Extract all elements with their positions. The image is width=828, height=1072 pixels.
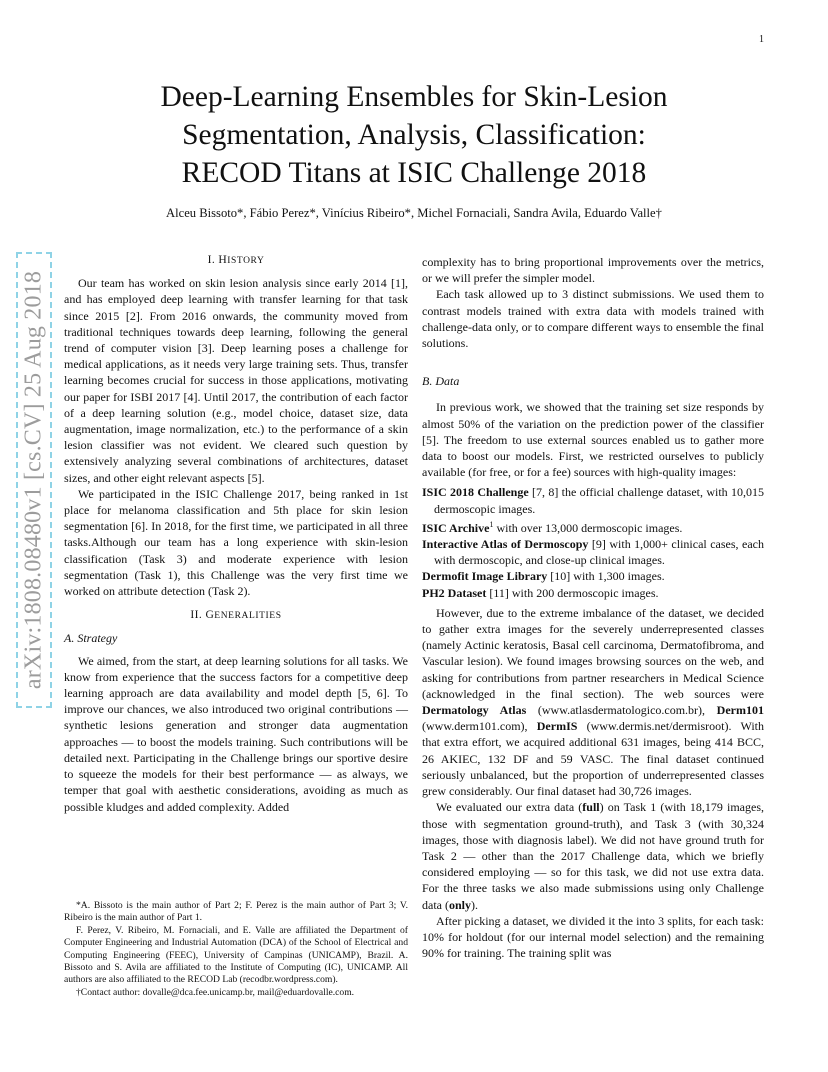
source-description: [11] with 200 dermoscopic images. xyxy=(486,585,659,600)
source-item xyxy=(422,585,764,601)
web-source-name: DermIS xyxy=(536,719,578,734)
source-name: ISIC Archive xyxy=(422,520,490,535)
left-column xyxy=(64,252,408,815)
title-line-1: Deep-Learning Ensembles for Skin-Lesion xyxy=(160,81,668,113)
source-item xyxy=(422,536,764,568)
footnotes xyxy=(64,900,408,999)
source-name: PH2 Dataset xyxy=(422,585,487,600)
web-source-url: (www.dermis.net/dermisroot). xyxy=(577,719,732,734)
source-item xyxy=(422,568,764,584)
section-heading-generalities xyxy=(64,607,408,624)
right-column xyxy=(422,254,764,961)
source-description: [7, 8] the official challenge dataset, with 10,015 dermoscopic images. xyxy=(434,485,764,516)
title-line-2: Segmentation, Analysis, Classification: xyxy=(182,119,646,151)
footnote-contact: †Contact author: dovalle@dca.fee.unicamp.br, mail@eduardovalle.com. xyxy=(76,986,355,998)
subsection-heading-strategy: A. Strategy xyxy=(64,631,118,646)
source-description: [10] with 1,300 images. xyxy=(547,569,665,584)
section-name-rest: ENERALITIES xyxy=(214,611,282,622)
footnote-marker: 1 xyxy=(489,519,494,529)
web-source-name: Dermatology Atlas xyxy=(422,703,527,718)
footnote-affiliation: F. Perez, V. Ribeiro, M. Fornaciali, and E. Valle are affiliated the Department of Computer Engineering and Industrial Automation (DCA) of the School of Electrical and Computing Engineering (FEEC), University of Campinas (UNICAMP), Brazil. A. Bissoto and S. Avila are affiliated to the Institute of Computing (IC), UNICAMP. All authors are also affiliated to the RECOD Lab (recodbr.wordpress.com). xyxy=(64,924,408,986)
section-number: I. xyxy=(207,253,219,266)
strategy-paragraph: We aimed, from the start, at deep learning solutions for all tasks. We know from experience that the success factors for a competitive deep learning approach are data availability and model depth [5, 6]. To improve our chances, we also introduced two original contributions — synthetic lesions generation and stronger data augmentation approaches — to boost the models training. Such contributions will be detailed next. Participating in the Challenge brings our sportive desire to squeeze the models for their best performance — as always, we temper that goal with aesthetic considerations, avoiding as much as possible kludges and added complexity. Added xyxy=(64,653,408,814)
text-run: However, due to the extreme imbalance of the dataset, we decided to gather extra images for the severely underrepresented classes (namely Actinic keratosis, Basal cell carcinoma, Dermatofibroma, and Vascular lesion). We found images browsing sources on the web, and asking for contributions from partner researchers in Medical Science (acknowledged in the final section). The web sources were xyxy=(422,605,764,701)
section-name-rest: ISTORY xyxy=(227,256,265,266)
source-name: Interactive Atlas of Dermoscopy xyxy=(422,537,589,552)
web-source-url: (www.derm101.com), xyxy=(422,719,537,734)
data-paragraph-2 xyxy=(422,605,764,799)
page-number: 1 xyxy=(759,34,764,45)
source-name: Dermofit Image Library xyxy=(422,569,548,584)
source-description: with over 13,000 dermoscopic images. xyxy=(493,520,683,535)
web-source-name: Derm101 xyxy=(716,703,764,718)
text-run: ) on Task 1 (with 18,179 images, those with segmentation ground-truth), and Task 3 (with 30,324 images, those with diagnosis label). We did not have ground truth for Task 2 — other than the 2017 Challenge data, which we briefly considered employing — so for this task, we did not use extra data. For the three tasks we also made submissions using only Challenge data ( xyxy=(422,800,764,912)
source-item xyxy=(422,517,764,536)
title-line-3: RECOD Titans at ISIC Challenge 2018 xyxy=(181,157,647,189)
history-paragraph-1: Our team has worked on skin lesion analysis since early 2014 [1], and has employed deep learning with transfer learning for that task since 2015 [2]. From 2016 onwards, the community moved from traditional techniques towards deep learning, following the general trend of computer vision [3]. Deep learning poses a challenge for medical applications, as it needs very large training sets. Thus, transfer learning becomes crucial for success in those applications, motivating our paper for ISBI 2017 [4]. Until 2017, the contribution of each factor of a deep learning solution (e.g., model choice, dataset size, data augmentation, image normalization, etc.) to the performance of a skin lesion classifier was not evident. We cleared such question by extensively analyzing several combinations of architectures, dataset sizes, and other eight relevant aspects [5]. xyxy=(64,276,408,485)
subsection-heading-data: B. Data xyxy=(422,374,460,389)
data-paragraph-1: In previous work, we showed that the training set size responds by almost 50% of the variation on the prediction power of the classifier [5]. The freedom to use external sources enabled us to gather more data to boost our models. First, we restricted ourselves to publicly available (for free, or for a fee) sources with high-quality images: xyxy=(422,400,764,480)
arxiv-stamp xyxy=(16,252,52,708)
section-initial: H xyxy=(218,253,228,266)
text-run: With that extra effort, we acquired additional 631 images, being 414 BCC, 26 AKIEC, 132 DF and 59 VASC. The final dataset continued seriously unbalanced, but the proportion of underrepresented classes grew considerably. Our final dataset had 30,726 images. xyxy=(422,719,765,799)
footnote-authorship: *A. Bissoto is the main author of Part 2; F. Perez is the main author of Part 3; V. Ribeiro is the main author of Part 1. xyxy=(64,900,408,924)
source-description: [9] with 1,000+ clinical cases, each with dermoscopic, and close-up clinical images. xyxy=(434,537,764,568)
arxiv-identifier: arXiv:1808.08480v1 [cs.CV] 25 Aug 2018 xyxy=(20,270,47,690)
continued-paragraph: complexity has to bring proportional improvements over the metrics, or we will prefer the simpler model. xyxy=(422,255,764,286)
paper-title xyxy=(110,78,718,192)
author-list: Alceu Bissoto*, Fábio Perez*, Vinícius Ribeiro*, Michel Fornaciali, Sandra Avila, Eduardo Valle† xyxy=(166,206,662,220)
submissions-paragraph: Each task allowed up to 3 distinct submissions. We used them to contrast models trained with extra data with models trained with challenge-data only, or to compare different ways to ensemble the final solutions. xyxy=(422,287,764,351)
text-run: We evaluated our extra data ( xyxy=(436,800,583,815)
section-initial: G xyxy=(205,608,215,622)
source-item xyxy=(422,484,764,516)
emphasis-only: only xyxy=(448,897,471,912)
evaluation-paragraph xyxy=(422,799,764,912)
source-name: ISIC 2018 Challenge xyxy=(422,485,529,500)
section-heading-history xyxy=(64,252,408,269)
section-number: II. xyxy=(190,608,206,622)
split-paragraph: After picking a dataset, we divided it the into 3 splits, for each task: 10% for holdout (for our internal model selection) and the remaining 90% for training. The training split was xyxy=(422,913,764,961)
text-run: ). xyxy=(471,897,478,912)
web-source-url: (www.atlasdermatologico.com.br), xyxy=(526,703,717,718)
emphasis-full: full xyxy=(582,800,600,815)
history-paragraph-2: We participated in the ISIC Challenge 2017, being ranked in 1st place for melanoma classification and 5th place for skin lesion segmentation [6]. In 2018, for the first time, we participated in all three tasks.Although our team has a long experience with skin-lesion classification (Task 3) and moderate experience with lesion segmentation (Task 1), this Challenge was the very first time we worked on attribute detection (Task 2). xyxy=(64,486,408,599)
